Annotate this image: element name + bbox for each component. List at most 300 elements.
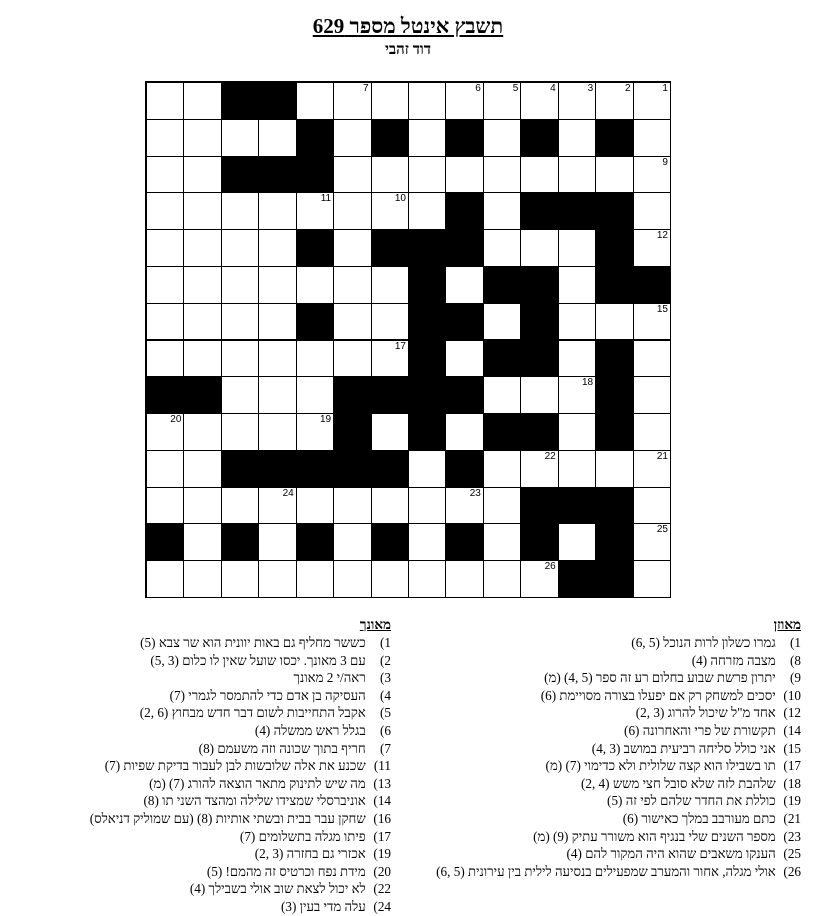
grid-cell[interactable]: [483, 376, 521, 414]
clue-number-label: 17): [373, 828, 391, 844]
grid-cell[interactable]: [258, 376, 296, 414]
grid-cell[interactable]: [146, 303, 184, 341]
grid-cell[interactable]: [558, 376, 596, 414]
clue-number-label: 14): [373, 793, 391, 809]
grid-cell[interactable]: [296, 266, 334, 304]
clue-text: שלהבת לזה שלא סובל חצי משש (4 ,2): [580, 775, 776, 791]
crossword-grid: [145, 81, 671, 598]
down-clue: [0, 652, 391, 670]
clue-text: לא יכול לצאת שוב אולי בשבילך (4): [189, 881, 366, 897]
grid-cell[interactable]: [333, 340, 371, 378]
clue-number-label: 2): [380, 652, 391, 668]
grid-cell[interactable]: [333, 156, 371, 194]
black-cell: [146, 523, 184, 561]
black-cell: [558, 487, 596, 525]
clue-text: מה שיש לתינוק מתאר הוצאה להורג (7) (מ): [149, 775, 366, 791]
grid-cell[interactable]: [633, 450, 671, 488]
grid-cell[interactable]: [333, 266, 371, 304]
clue-number-label: 23): [783, 828, 801, 844]
clue-number: 2: [625, 83, 631, 94]
clue-text: אולי מגלה, אחור והמערב שמפעילים בנסיעה לילית בין עירונית (5 ,6): [436, 863, 776, 879]
clue-text: בגלל ראש ממשלה (4): [254, 722, 366, 738]
grid-cell[interactable]: [558, 156, 596, 194]
clue-text: אוניברסלי שמצידו שלילה ומהצד השני תו (8): [143, 793, 366, 809]
grid-cell[interactable]: [296, 413, 334, 451]
clue-number-label: 13): [373, 775, 391, 791]
grid-cell[interactable]: [633, 523, 671, 561]
black-cell: [408, 229, 446, 267]
grid-cell[interactable]: [221, 119, 259, 157]
black-cell: [333, 450, 371, 488]
black-cell: [483, 340, 521, 378]
black-cell: [296, 303, 334, 341]
across-heading: מאוזן: [773, 617, 801, 632]
grid-cell[interactable]: [633, 156, 671, 194]
down-clue: [0, 669, 391, 687]
grid-cell[interactable]: [371, 413, 409, 451]
grid-cell[interactable]: [258, 266, 296, 304]
clue-number: 20: [170, 414, 182, 426]
grid-cell[interactable]: [333, 82, 371, 120]
grid-cell[interactable]: [221, 560, 259, 598]
grid-cell[interactable]: [633, 487, 671, 525]
clue-number: 21: [656, 450, 668, 462]
grid-cell[interactable]: [258, 523, 296, 561]
clue-number: 24: [282, 487, 294, 499]
clue-number: 15: [656, 303, 668, 315]
down-clue: [0, 845, 391, 863]
black-cell: [595, 376, 633, 414]
clue-number-label: 16): [373, 810, 391, 826]
clue-number-label: 19): [783, 793, 801, 809]
clue-number-label: 24): [373, 898, 391, 914]
grid-cell[interactable]: [221, 303, 259, 341]
black-cell: [371, 119, 409, 157]
grid-cell[interactable]: [483, 119, 521, 157]
black-cell: [520, 340, 558, 378]
grid-cell[interactable]: [520, 376, 558, 414]
grid-cell[interactable]: [633, 303, 671, 341]
clue-number-label: 7): [380, 740, 391, 756]
grid-cell[interactable]: [333, 560, 371, 598]
grid-cell[interactable]: [371, 82, 409, 120]
clue-number-label: 9): [790, 670, 801, 686]
clue-text: אני כולל סליחה רביעית במושב (3 ,4): [591, 740, 776, 756]
grid-cell[interactable]: [445, 266, 483, 304]
clue-number: 19: [320, 414, 332, 426]
down-clue: [0, 792, 391, 810]
across-clue: [411, 845, 801, 863]
clue-number-label: 4): [380, 687, 391, 703]
grid-cell[interactable]: [633, 82, 671, 120]
grid-cell[interactable]: [633, 413, 671, 451]
grid-cell[interactable]: [445, 340, 483, 378]
grid-cell[interactable]: [408, 192, 446, 230]
down-clue: [0, 880, 391, 898]
down-clue: [0, 775, 391, 793]
grid-cell[interactable]: [483, 303, 521, 341]
clue-number-label: 11): [373, 758, 391, 774]
grid-cell[interactable]: [183, 192, 221, 230]
grid-cell[interactable]: [633, 229, 671, 267]
grid-cell[interactable]: [146, 119, 184, 157]
across-clue: [411, 863, 801, 881]
grid-cell[interactable]: [558, 303, 596, 341]
grid-cell[interactable]: [146, 156, 184, 194]
grid-cell[interactable]: [333, 119, 371, 157]
clue-number: 10: [394, 193, 406, 205]
clue-text: ראה/י 2 מאונך: [293, 670, 366, 686]
clue-text: תקשורת של פרי והאחרונה (6): [624, 722, 776, 738]
grid-cell[interactable]: [296, 376, 334, 414]
clue-number-label: 18): [783, 775, 801, 791]
black-cell: [445, 119, 483, 157]
down-clue: [0, 863, 391, 881]
clue-text: אחד מ"ל שיכול להרוג (3 ,2): [635, 705, 776, 721]
grid-cell[interactable]: [558, 523, 596, 561]
grid-cell[interactable]: [595, 156, 633, 194]
down-clues: [0, 616, 391, 916]
clue-number-label: 1): [790, 635, 801, 650]
clue-text: עם 3 מאונך. יכסו שועל שאין לו כלום (3 ,5): [150, 652, 366, 668]
grid-cell[interactable]: [183, 229, 221, 267]
across-clue: [411, 669, 801, 687]
clue-text: שכנע את אלה שלובשות לבן לעבור בדיקת שפיות (7): [104, 758, 366, 774]
grid-cell[interactable]: [595, 450, 633, 488]
clue-number: 22: [544, 450, 556, 462]
grid-cell[interactable]: [371, 156, 409, 194]
black-cell: [595, 119, 633, 157]
black-cell: [221, 156, 259, 194]
grid-cell[interactable]: [183, 119, 221, 157]
across-clue-list: [411, 634, 801, 880]
black-cell: [595, 560, 633, 598]
black-cell: [371, 523, 409, 561]
grid-cell[interactable]: [595, 303, 633, 341]
clue-text: העסיקה בן אדם כדי להתמסר לגמרי (7): [169, 687, 366, 703]
clue-text: פיתו מגלה בתשלומים (7): [239, 828, 366, 844]
black-cell: [595, 523, 633, 561]
black-cell: [595, 487, 633, 525]
grid-cell[interactable]: [146, 266, 184, 304]
black-cell: [408, 413, 446, 451]
black-cell: [558, 560, 596, 598]
grid-cell[interactable]: [146, 340, 184, 378]
grid-cell[interactable]: [183, 340, 221, 378]
grid-cell[interactable]: [221, 266, 259, 304]
clue-text: יסכים למשחק רק אם יפעלו בצורה מסויימת (6): [540, 687, 776, 703]
grid-cell[interactable]: [483, 82, 521, 120]
black-cell: [221, 82, 259, 120]
black-cell: [221, 450, 259, 488]
grid-cell[interactable]: [408, 487, 446, 525]
across-clues: [411, 616, 801, 880]
grid-cell[interactable]: [258, 119, 296, 157]
black-cell: [595, 229, 633, 267]
grid-cell[interactable]: [333, 303, 371, 341]
black-cell: [595, 340, 633, 378]
clue-text: כתם מעורבב במלך כאישור (6): [622, 810, 776, 826]
grid-cell[interactable]: [408, 119, 446, 157]
clue-number: 23: [469, 487, 481, 499]
grid-cell[interactable]: [520, 82, 558, 120]
black-cell: [445, 523, 483, 561]
across-clue: [411, 634, 801, 652]
grid-cell[interactable]: [408, 156, 446, 194]
black-cell: [296, 119, 334, 157]
clue-text: אכזרי גם בחזרה (3 ,2): [254, 846, 366, 862]
grid-cell[interactable]: [371, 303, 409, 341]
grid-cell[interactable]: [595, 82, 633, 120]
clue-number-label: 10): [783, 687, 801, 703]
black-cell: [445, 450, 483, 488]
black-cell: [371, 450, 409, 488]
grid-cell[interactable]: [183, 266, 221, 304]
clue-number: 12: [656, 230, 668, 242]
down-clue: [0, 828, 391, 846]
clue-number-label: 26): [783, 863, 801, 879]
clue-text: חריף בתוך שכונה וזה משעמם (8): [198, 740, 366, 756]
clue-text: כוללת את החדר שלהם לפי זה (5): [607, 793, 776, 809]
grid-cell[interactable]: [296, 192, 334, 230]
puzzle-author: דוד זהבי: [385, 42, 431, 58]
across-clue: [411, 722, 801, 740]
black-cell: [445, 376, 483, 414]
black-cell: [520, 523, 558, 561]
grid-cell[interactable]: [445, 82, 483, 120]
down-clue: [0, 757, 391, 775]
grid-cell[interactable]: [146, 192, 184, 230]
clue-number: 25: [656, 524, 668, 536]
across-clue: [411, 792, 801, 810]
grid-cell[interactable]: [520, 450, 558, 488]
clue-text: תו בשבילו הוא קצה שלולית ולא כדימוי (7) (מ): [545, 758, 776, 774]
grid-cell[interactable]: [371, 266, 409, 304]
clue-number: 1: [662, 83, 668, 94]
clue-text: עלה מדי בעין (3): [280, 898, 366, 914]
grid-cell[interactable]: [296, 82, 334, 120]
black-cell: [371, 229, 409, 267]
grid-cell[interactable]: [221, 376, 259, 414]
grid-cell[interactable]: [558, 413, 596, 451]
grid-cell[interactable]: [258, 192, 296, 230]
grid-cell[interactable]: [558, 119, 596, 157]
grid-cell[interactable]: [408, 450, 446, 488]
grid-cell[interactable]: [183, 487, 221, 525]
grid-cell[interactable]: [558, 340, 596, 378]
clue-text: שחקן עבר בבית ובשתי אותיות (8) (עם שמוליק דניאלס): [89, 810, 366, 826]
grid-cell[interactable]: [296, 560, 334, 598]
down-clue: [0, 687, 391, 705]
grid-cell[interactable]: [333, 487, 371, 525]
grid-cell[interactable]: [258, 303, 296, 341]
down-clue: [0, 634, 391, 652]
black-cell: [221, 523, 259, 561]
across-clue: [411, 810, 801, 828]
grid-cell[interactable]: [333, 229, 371, 267]
clue-number-label: 5): [380, 705, 391, 721]
grid-cell[interactable]: [633, 560, 671, 598]
puzzle-title: תשבץ אינטל מספר 629: [312, 14, 504, 38]
clue-number: 4: [550, 83, 556, 94]
black-cell: [333, 413, 371, 451]
black-cell: [595, 266, 633, 304]
down-heading: מאונך: [359, 617, 391, 632]
black-cell: [296, 156, 334, 194]
grid-cell[interactable]: [483, 192, 521, 230]
clue-text: אקבל התחייבות לשום דבר חדש מבחוץ (6 ,2): [139, 705, 366, 721]
grid-cell[interactable]: [408, 82, 446, 120]
black-cell: [258, 82, 296, 120]
clue-text: יתרון פרשת שבוע בחלום רע זה ספר (5 ,4) (מ): [544, 670, 776, 686]
grid-cell[interactable]: [221, 192, 259, 230]
clue-text: מידת נפח וכרטיס זה מהמם! (5): [206, 863, 366, 879]
grid-cell[interactable]: [146, 413, 184, 451]
black-cell: [333, 376, 371, 414]
across-clue: [411, 740, 801, 758]
clue-number-label: 17): [783, 758, 801, 774]
grid-cell[interactable]: [146, 229, 184, 267]
grid-cell[interactable]: [408, 560, 446, 598]
black-cell: [558, 192, 596, 230]
clue-number: 18: [582, 377, 594, 389]
grid-cell[interactable]: [296, 340, 334, 378]
clue-text: מצבה מזרחה (4): [691, 652, 776, 668]
clue-number: 6: [475, 83, 481, 94]
black-cell: [371, 376, 409, 414]
black-cell: [296, 229, 334, 267]
black-cell: [483, 266, 521, 304]
across-clue: [411, 704, 801, 722]
black-cell: [595, 413, 633, 451]
grid-cell[interactable]: [445, 413, 483, 451]
grid-cell[interactable]: [445, 156, 483, 194]
grid-cell[interactable]: [221, 413, 259, 451]
grid-cell[interactable]: [221, 487, 259, 525]
grid-cell[interactable]: [371, 192, 409, 230]
black-cell: [595, 192, 633, 230]
across-clue: [411, 757, 801, 775]
grid-cell[interactable]: [445, 487, 483, 525]
black-cell: [520, 303, 558, 341]
across-clue: [411, 775, 801, 793]
grid-cell[interactable]: [558, 450, 596, 488]
clue-number-label: 21): [783, 810, 801, 826]
clue-number: 5: [512, 83, 519, 94]
black-cell: [445, 303, 483, 341]
clue-text: כששר מחליף גם באות יוונית הוא שר צבא (5): [140, 635, 366, 650]
grid-cell[interactable]: [258, 413, 296, 451]
grid-cell[interactable]: [258, 487, 296, 525]
black-cell: [520, 119, 558, 157]
grid-cell[interactable]: [146, 82, 184, 120]
grid-cell[interactable]: [296, 487, 334, 525]
grid-cell[interactable]: [558, 266, 596, 304]
clue-number-label: 6): [380, 722, 391, 738]
clue-number-label: 15): [783, 740, 801, 756]
black-cell: [296, 523, 334, 561]
clue-number: 3: [587, 83, 594, 94]
grid-cell[interactable]: [520, 229, 558, 267]
black-cell: [520, 266, 558, 304]
black-cell: [520, 487, 558, 525]
grid-cell[interactable]: [633, 192, 671, 230]
grid-cell[interactable]: [183, 303, 221, 341]
down-clue: [0, 722, 391, 740]
grid-cell[interactable]: [520, 560, 558, 598]
grid-cell[interactable]: [183, 523, 221, 561]
across-clue: [411, 687, 801, 705]
black-cell: [520, 192, 558, 230]
grid-cell[interactable]: [408, 523, 446, 561]
clue-number-label: 14): [783, 722, 801, 738]
grid-cell[interactable]: [483, 450, 521, 488]
grid-cell[interactable]: [183, 413, 221, 451]
clue-number: 26: [544, 561, 556, 573]
grid-cell[interactable]: [258, 340, 296, 378]
black-cell: [445, 229, 483, 267]
grid-cell[interactable]: [183, 82, 221, 120]
clue-text: גמרו כשלון לרות הנוכל (5 ,6): [631, 635, 776, 650]
black-cell: [483, 413, 521, 451]
clue-number: 9: [662, 156, 668, 168]
grid-cell[interactable]: [633, 119, 671, 157]
down-clue: [0, 810, 391, 828]
clue-number-label: 12): [783, 705, 801, 721]
grid-cell[interactable]: [183, 560, 221, 598]
grid-cell[interactable]: [633, 376, 671, 414]
grid-cell[interactable]: [520, 156, 558, 194]
clue-number-label: 22): [373, 881, 391, 897]
clue-number-label: 3): [380, 670, 391, 686]
grid-cell[interactable]: [483, 560, 521, 598]
down-clue: [0, 898, 391, 916]
grid-cell[interactable]: [483, 156, 521, 194]
clue-number-label: 1): [380, 635, 391, 650]
grid-cell[interactable]: [633, 340, 671, 378]
clue-number-label: 25): [783, 846, 801, 862]
grid-cell[interactable]: [146, 487, 184, 525]
grid-cell[interactable]: [258, 560, 296, 598]
grid-cell[interactable]: [146, 560, 184, 598]
grid-cell[interactable]: [483, 523, 521, 561]
grid-cell[interactable]: [333, 192, 371, 230]
grid-cell[interactable]: [371, 340, 409, 378]
grid-cell[interactable]: [558, 229, 596, 267]
black-cell: [183, 376, 221, 414]
grid-cell[interactable]: [333, 523, 371, 561]
grid-cell[interactable]: [483, 229, 521, 267]
black-cell: [408, 266, 446, 304]
grid-cell[interactable]: [445, 560, 483, 598]
grid-cell[interactable]: [371, 487, 409, 525]
grid-cell[interactable]: [146, 450, 184, 488]
clue-number-label: 19): [373, 846, 391, 862]
black-cell: [296, 450, 334, 488]
grid-cell[interactable]: [483, 487, 521, 525]
black-cell: [146, 376, 184, 414]
grid-cell[interactable]: [221, 229, 259, 267]
clue-number: 17: [394, 340, 406, 352]
grid-cell[interactable]: [183, 156, 221, 194]
grid-cell[interactable]: [183, 450, 221, 488]
down-clue-list: [0, 634, 391, 916]
grid-cell[interactable]: [371, 560, 409, 598]
grid-cell[interactable]: [221, 340, 259, 378]
clue-text: מספר השנים שלי בנגיף הוא משורר עתיק (9) (מ): [533, 828, 776, 844]
grid-cell[interactable]: [258, 229, 296, 267]
grid-cell[interactable]: [558, 82, 596, 120]
